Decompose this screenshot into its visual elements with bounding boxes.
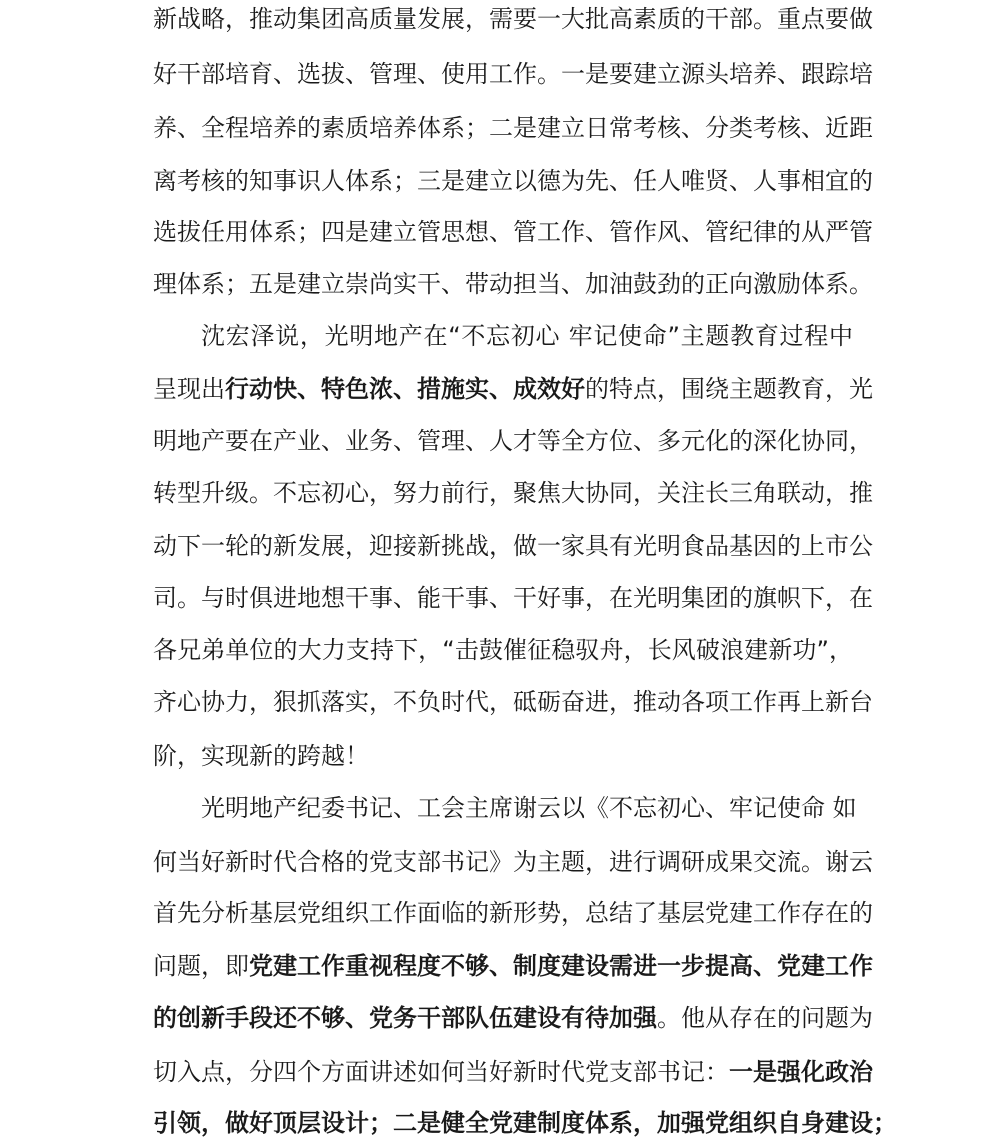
- text-segment: 问题，即: [153, 952, 249, 980]
- text-line: [153, 998, 873, 1038]
- bold-text-segment: 行动快、特色浓、措施实、成效好: [225, 375, 585, 403]
- text-segment: 沈宏泽说，光明地产在“不忘初心 牢记使命”主题教育过程中: [201, 322, 853, 350]
- text-segment: 理体系；五是建立崇尚实干、带动担当、加油鼓劲的正向激励体系。: [153, 270, 873, 298]
- text-line: [153, 578, 873, 618]
- text-segment: 切入点，分四个方面讲述如何当好新时代党支部书记：: [153, 1058, 729, 1086]
- text-segment: 。他从存在的问题为: [657, 1004, 873, 1032]
- text-line: [153, 54, 873, 94]
- text-line: [201, 316, 853, 356]
- text-line: [153, 264, 873, 304]
- text-segment: 光明地产纪委书记、工会主席谢云以《不忘初心、牢记使命 如: [201, 794, 857, 822]
- text-segment: 司。与时俱进地想干事、能干事、干好事，在光明集团的旗帜下，在: [153, 584, 873, 612]
- text-line: [153, 682, 873, 722]
- text-segment: 转型升级。不忘初心，努力前行，聚焦大协同，关注长三角联动，推: [153, 479, 873, 507]
- text-segment: 首先分析基层党组织工作面临的新形势，总结了基层党建工作存在的: [153, 899, 873, 927]
- bold-text-segment: 的创新手段还不够、党务干部队伍建设有待加强: [153, 1004, 657, 1032]
- text-line: [153, 893, 873, 933]
- text-line: [153, 842, 873, 882]
- text-line: [153, 421, 873, 461]
- text-line: [153, 369, 873, 409]
- text-segment: 动下一轮的新发展，迎接新挑战，做一家具有光明食品基因的上市公: [153, 532, 873, 560]
- text-segment: 养、全程培养的素质培养体系；二是建立日常考核、分类考核、近距: [153, 114, 873, 142]
- bold-text-segment: 一是强化政治: [729, 1058, 873, 1086]
- text-segment: 选拔任用体系；四是建立管思想、管工作、管作风、管纪律的从严管: [153, 218, 873, 246]
- text-line: [153, 473, 873, 513]
- text-line: [201, 788, 857, 828]
- text-line: [153, 1052, 873, 1092]
- text-segment: 各兄弟单位的大力支持下，“击鼓催征稳驭舟，长风破浪建新功”，: [153, 636, 853, 664]
- text-line: [153, 946, 873, 986]
- text-segment: 何当好新时代合格的党支部书记》为主题，进行调研成果交流。谢云: [153, 848, 873, 876]
- text-line: [153, 736, 853, 776]
- text-segment: 明地产要在产业、业务、管理、人才等全方位、多元化的深化协同，: [153, 427, 873, 455]
- bold-text-segment: 引领，做好顶层设计；二是健全党建制度体系，加强党组织自身建设；: [153, 1109, 897, 1137]
- text-line: [153, 212, 873, 252]
- text-line: [153, 526, 873, 566]
- text-line: [153, 630, 853, 670]
- text-segment: 离考核的知事识人体系；三是建立以德为先、任人唯贤、人事相宜的: [153, 167, 873, 195]
- text-segment: 新战略，推动集团高质量发展，需要一大批高素质的干部。重点要做: [153, 5, 873, 33]
- text-line: [153, 108, 873, 148]
- text-line: [153, 161, 873, 201]
- bold-text-segment: 党建工作重视程度不够、制度建设需进一步提高、党建工作: [249, 952, 873, 980]
- text-line: [153, 0, 873, 39]
- text-line: [153, 1103, 897, 1143]
- text-segment: 的特点，围绕主题教育，光: [585, 375, 873, 403]
- text-segment: 齐心协力，狠抓落实，不负时代，砥砺奋进，推动各项工作再上新台: [153, 688, 873, 716]
- text-segment: 好干部培育、选拔、管理、使用工作。一是要建立源头培养、跟踪培: [153, 60, 873, 88]
- text-segment: 阶，实现新的跨越！: [153, 742, 369, 770]
- text-segment: 呈现出: [153, 375, 225, 403]
